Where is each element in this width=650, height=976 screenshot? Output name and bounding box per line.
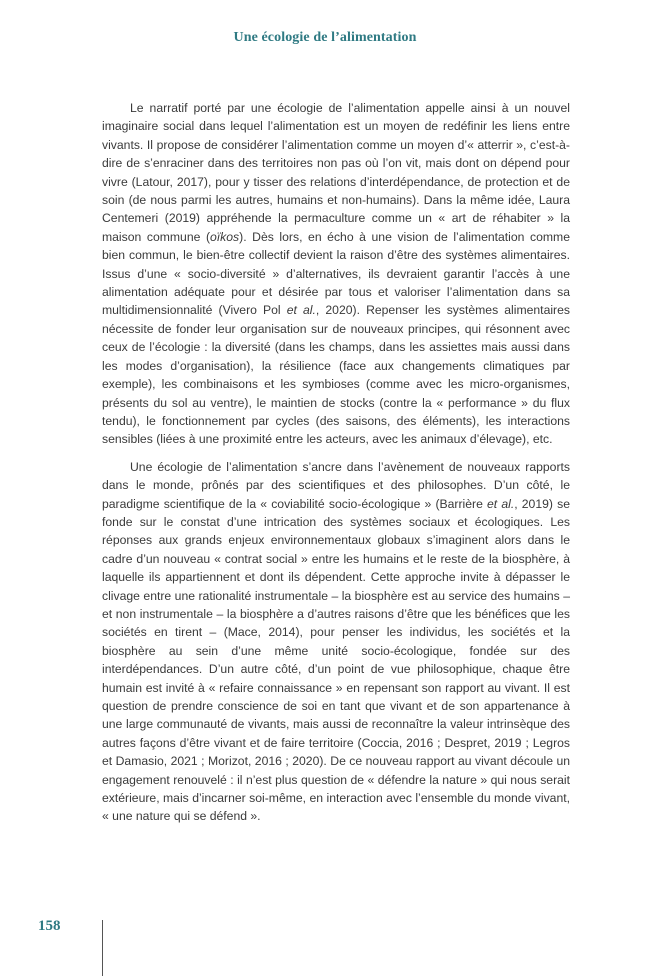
paragraph-2-text: Une écologie de l’alimentation s’ancre dans l’avènement de nouveaux rapports dans le monde, prônés par des scientifiques et des philosophes. D’un côté, le paradigme scientifique de la « coviabilité socio-écologique » (Barrière	[102, 459, 570, 511]
body-text	[102, 99, 570, 826]
running-header-title: Une écologie de l’alimentation	[233, 30, 417, 45]
paragraph-1-text: ). Dès lors, en écho à une vision de l’alimentation comme bien commun, le bien-être collectif devient la raison d’être des systèmes alimentaires. Issus d’une « socio-diversité » d’alternatives, ils devraient garantir l’accès à une alimentation adéquate pour et désirée par tous et valoriser l’alimentation dans sa multidimensionnalité (Vivero Pol	[102, 229, 570, 318]
italic-term: oïkos	[210, 229, 240, 244]
page-number: 158	[38, 918, 61, 934]
folio-divider	[102, 920, 103, 976]
paragraph-2-text: , 2019) se fonde sur le constat d’une intrication des systèmes sociaux et écologiques. Les réponses aux grands enjeux environnementaux globaux s’imaginent alors dans le cadre d’un nouveau « contrat social » entre les humains et le reste de la biosphère, à laquelle ils appartiennent et dont ils dépendent. Cette approche invite à dépasser le clivage entre une rationalité instrumentale – la biosphère est au service des humains – et non instrumentale – la biosphère a d’autres raisons d’être que les bénéfices que les sociétés en tirent – (Mace, 2014), pour penser les individus, les sociétés et la biosphère au sein d’une même unité socio-écologique, fondée sur des interdépendances. D’un autre côté, d’un point de vue philosophique, chaque être humain est invité à « refaire connaissance » en repensant son rapport au vivant. Il est question de prendre conscience de soi en tant que vivant et de son appartenance à une large communauté de vivants, mais aussi de reconnaître la valeur intrinsèque des autres façons d’être vivant et de faire territoire (Coccia, 2016 ; Despret, 2019 ; Legros et Damasio, 2021 ; Morizot, 2016 ; 2020). De ce nouveau rapport au vivant découle un engagement renouvelé : il n’est plus question de « défendre la nature » qui nous serait extérieure, mais d’incarner soi-même, en interaction avec l’ensemble du monde vivant, « une nature qui se défend ».	[102, 496, 570, 824]
paragraph-2	[102, 458, 570, 826]
paragraph-1-text: Le narratif porté par une écologie de l’alimentation appelle ainsi à un nouvel imaginaire social dans lequel l’alimentation est un moyen de redéfinir les liens entre vivants. Il propose de considérer l’alimentation comme un moyen d’« atterrir », c’est-à-dire de s’enraciner dans des territoires non pas où l’on vit, mais dont on dépend pour vivre (Latour, 2017), pour y tisser des relations d’interdépendance, de protection et de soin (de nous parmi les autres, humains et non-humains). Dans la même idée, Laura Centemeri (2019) appréhende la permaculture comme un « art de réhabiter » la maison commune (	[102, 101, 570, 244]
italic-term: et al.	[286, 303, 316, 318]
paragraph-1	[102, 99, 570, 449]
paragraph-1-text: , 2020). Repenser les systèmes alimentaires nécessite de fonder leur organisation sur de nouveaux principes, qui résonnent avec ceux de l’écologie : la diversité (dans les champs, dans les assiettes mais aussi dans les modes d’organisation), la résilience (face aux changements climatiques par exemple), les combinaisons et les symbioses (comme avec les micro-organismes, présents du sol au ventre), le maintien de stocks (contre la « performance » du flux tendu), le fonctionnement par cycles (des saisons, des éléments), les interactions sensibles (liées à une proximité entre les acteurs, avec les animaux d’élevage), etc.	[102, 303, 570, 447]
italic-term: et al.	[487, 496, 515, 511]
